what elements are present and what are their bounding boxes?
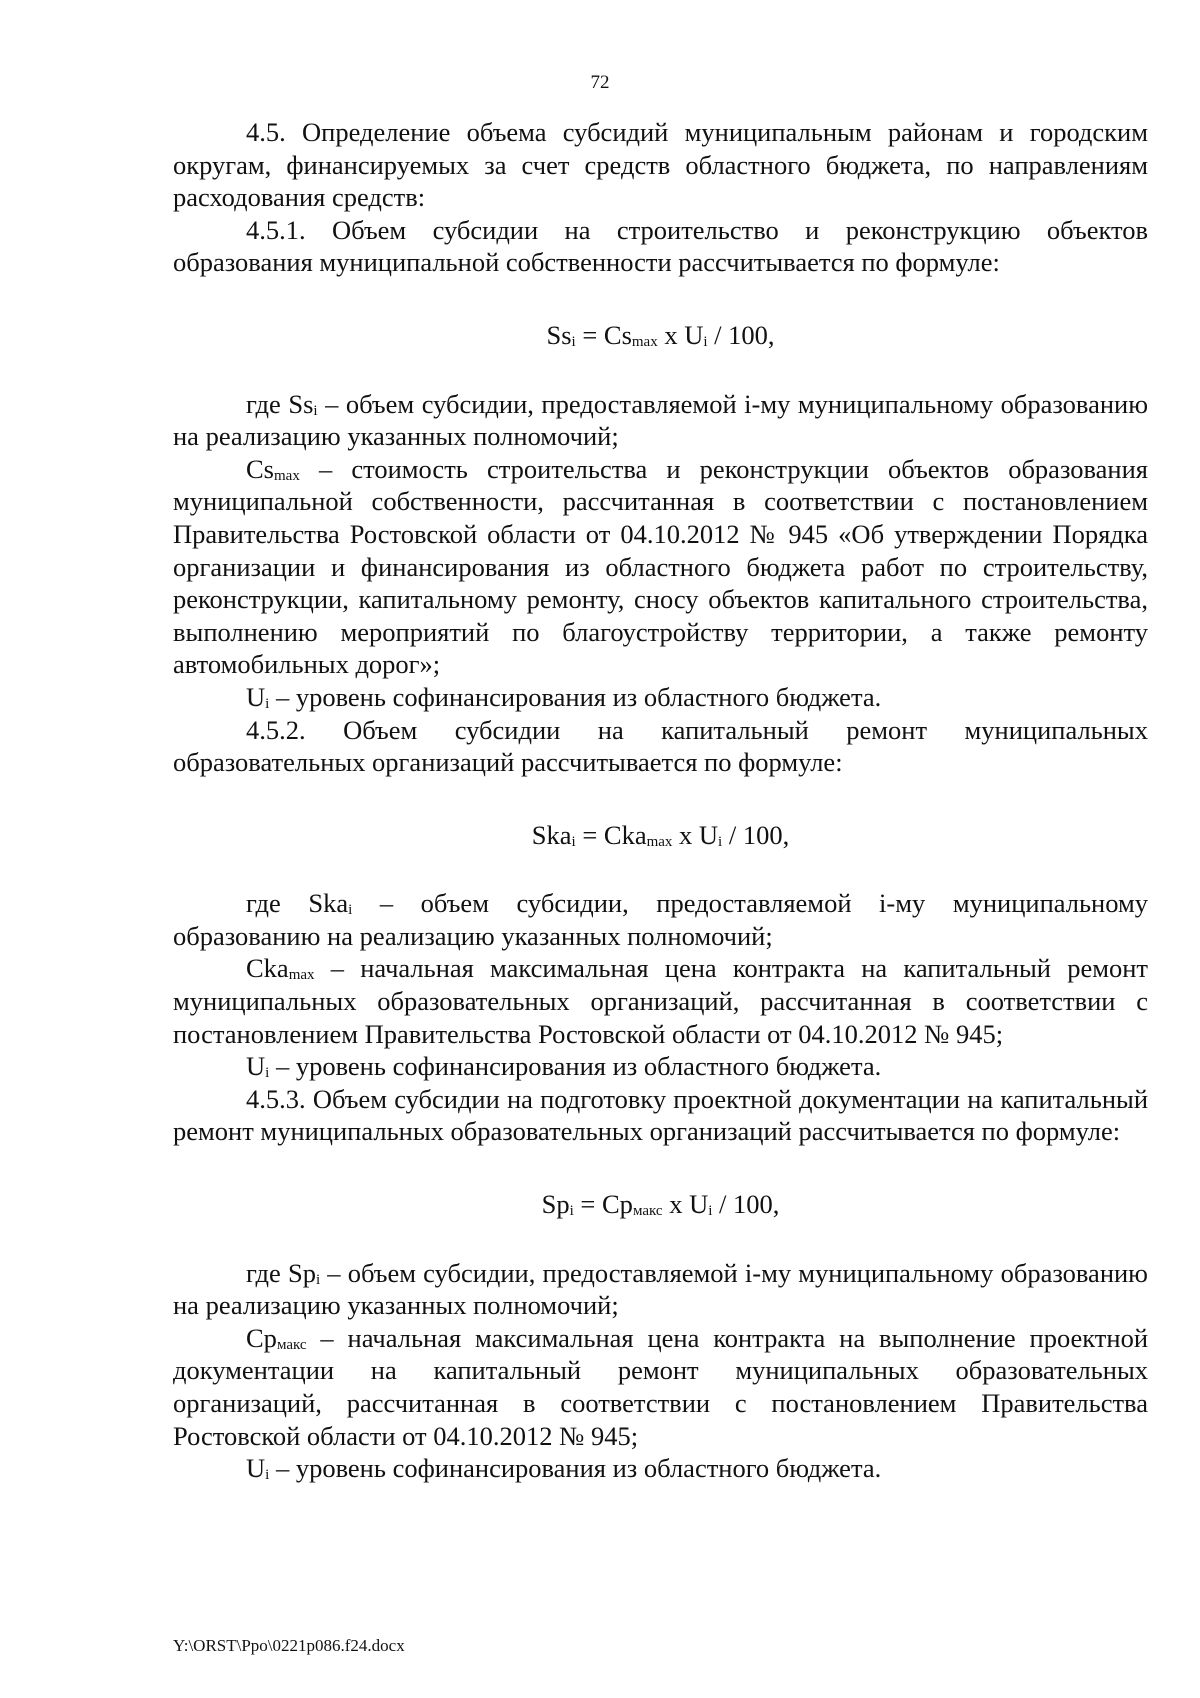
formula-2-where-u: $U_i$ – уровень софинансирования из областного бюджета. [246, 1051, 882, 1082]
formula-3: $Sp_i = Cp_{макс}$ x $U_i / 100$, [541, 1189, 780, 1220]
formula-2-where-cka: Cka$_{max}$ – начальная максимальная цена контракта на капитальный ремонт муниципальных образовательных организаций, рассчитанная в соответствии с постановлением Правительства Ростовской области от 04.10.2012 № 945; [173, 953, 1148, 1049]
paragraph-4-5: 4.5. Определение объема субсидий муниципальным районам и городским округам, финансируемых за счет средств областного бюджета, по направлениям расходования средств: [173, 117, 1148, 213]
document-body [173, 116, 1148, 1485]
formula-2-where-ska: где Ska$_i$ – объем субсидии, предоставляемой i-му муниципальному образованию на реализацию указанных полномочий; [173, 888, 1149, 951]
formula-3-where-sp: где $Sp_i$ – объем субсидии, предоставляемой i-му муниципальному образованию на реализацию указанных полномочий; [173, 1257, 1148, 1321]
formula-1-where-ss: где $Ss_i$ – объем субсидии, предоставляемой i-му муниципальному образованию на реализацию указанных полномочий; [173, 388, 1148, 452]
page-number: 72 [590, 72, 610, 93]
formula-1: $Ss_i = Cs_{max}$ x $U_i / 100$, [546, 319, 775, 350]
paragraph-4-5-1: 4.5.1. Объем субсидии на строительство и реконструкцию объектов образования муниципальной собственности рассчитывается по формуле: [173, 214, 1148, 278]
paragraph-4-5-2: 4.5.2. Объем субсидии на капитальный ремонт муниципальных образовательных организаций рассчитывается по формуле: [173, 714, 1148, 778]
formula-3-where-cp: $Cp_{макс}$ – начальная максимальная цена контракта на выполнение проектной документации на капитальный ремонт муниципальных образовательных организаций, рассчитанная в соответствии с постановлением Правительства Ростовской области от 04.10.2012 № 945; [173, 1322, 1148, 1451]
formula-1-where-u: $U_i$ – уровень софинансирования из областного бюджета. [246, 681, 882, 712]
paragraph-4-5-3: 4.5.3. Объем субсидии на подготовку проектной документации на капитальный ремонт муниципальных образовательных организаций рассчитывается по формуле: [173, 1083, 1148, 1147]
formula-2: Ska$_i$ = Cka$_{max}$ x $U_i / 100$, [531, 819, 790, 850]
formula-1-where-cs: $Cs_{max}$ – стоимость строительства и реконструкции объектов образования муниципальной собственности, рассчитанная в соответствии с постановлением Правительства Ростовской области от 04.10.2012 № 945 «Об утверждении Порядка организации и финансирования из областного бюджета работ по строительству, реконструкции, капитальному ремонту, сносу объектов капитального строительства, выполнению мероприятий по благоустройству территории, а также ремонту автомобильных дорог»; [173, 453, 1148, 680]
formula-3-where-u: $U_i$ – уровень софинансирования из областного бюджета. [246, 1453, 882, 1484]
footer-file-path: Y:\ORST\Ppo\0221p086.f24.docx [173, 1636, 405, 1655]
